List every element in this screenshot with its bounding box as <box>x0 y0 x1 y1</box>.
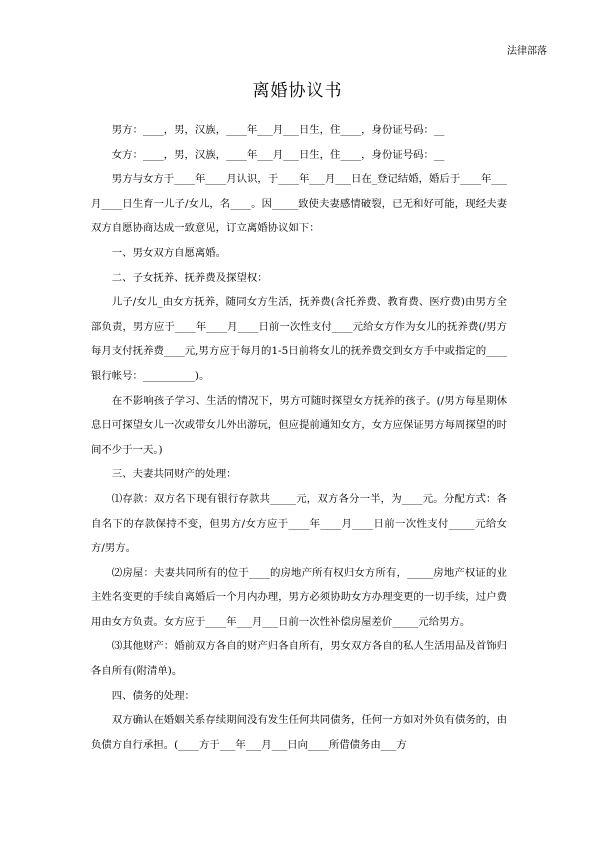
paragraph-marriage-background: 男方与女方于____年____月认识，于____年___月___日在_登记结婚，婚后于____年___月____日生育一儿子/女儿，名____。因_____致使夫妻感情破裂，已无和好可能，现经夫妻双方自愿协商达成一致意见，订立离婚协议如下： <box>91 173 507 235</box>
header-site-name: 法律部落 <box>507 46 547 57</box>
paragraph-wife-info: 女方：____，男，汉族，____年___月___日生，住____，身份证号码：__ <box>111 148 445 161</box>
document-title: 离婚协议书 <box>252 81 343 101</box>
paragraph-child-support: 儿子/女儿_由女方抚养，随同女方生活，抚养费(含托养费、教育费、医疗费)由男方全部负责，男方应于____年____月____日前一次性支付____元给女方作为女儿的抚养费(/男方每月支付抚养费____元,男方应于每月的1-5日前将女儿的抚养费交到女方手中或指定的____银行帐号：__________)。 <box>91 296 507 382</box>
paragraph-clause-4-heading: 四、债务的处理： <box>111 689 195 702</box>
paragraph-debts: 双方确认在婚姻关系存续期间没有发生任何共同债务，任何一方如对外负有债务的，由负债方自行承担。(____方于___年___月___日向____所借债务由___方 <box>91 714 507 751</box>
paragraph-other-property: ⑶其他财产：婚前双方各自的财产归各自所有，男女双方各自的私人生活用品及首饰归各自所有(附清单)。 <box>91 640 507 678</box>
document-body <box>91 118 507 757</box>
paragraph-husband-info: 男方：____，男，汉族，____年___月___日生，住____，身份证号码：__ <box>111 124 445 136</box>
paragraph-house: ⑵房屋：夫妻共同所有的位于____的房地产所有权归女方所有，_____房地产权证的业主姓名变更的手续自离婚后一个月内办理，男方必须协助女方办理变更的一切手续，过户费用由女方负责。女方应于____年___月___日前一次性补偿房屋差价_____元给男方。 <box>91 566 507 628</box>
paragraph-visitation: 在不影响孩子学习、生活的情况下，男方可随时探望女方抚养的孩子。(/男方每星期休息日可探望女儿一次或带女儿外出游玩，但应提前通知女方，女方应保证男方每周探望的时间不少于一天。) <box>91 394 507 456</box>
paragraph-clause-1: 一、男女双方自愿离婚。 <box>111 246 227 259</box>
paragraph-clause-3-heading: 三、夫妻共同财产的处理： <box>111 468 237 481</box>
paragraph-deposits: ⑴存款：双方名下现有银行存款共_____元，双方各分一半，为____元。分配方式：各自名下的存款保持不变，但男方/女方应于____年____月____日前一次性支付_____元给女方/男方。 <box>91 492 507 555</box>
paragraph-clause-2-heading: 二、子女抚养、抚养费及探望权： <box>111 271 268 284</box>
